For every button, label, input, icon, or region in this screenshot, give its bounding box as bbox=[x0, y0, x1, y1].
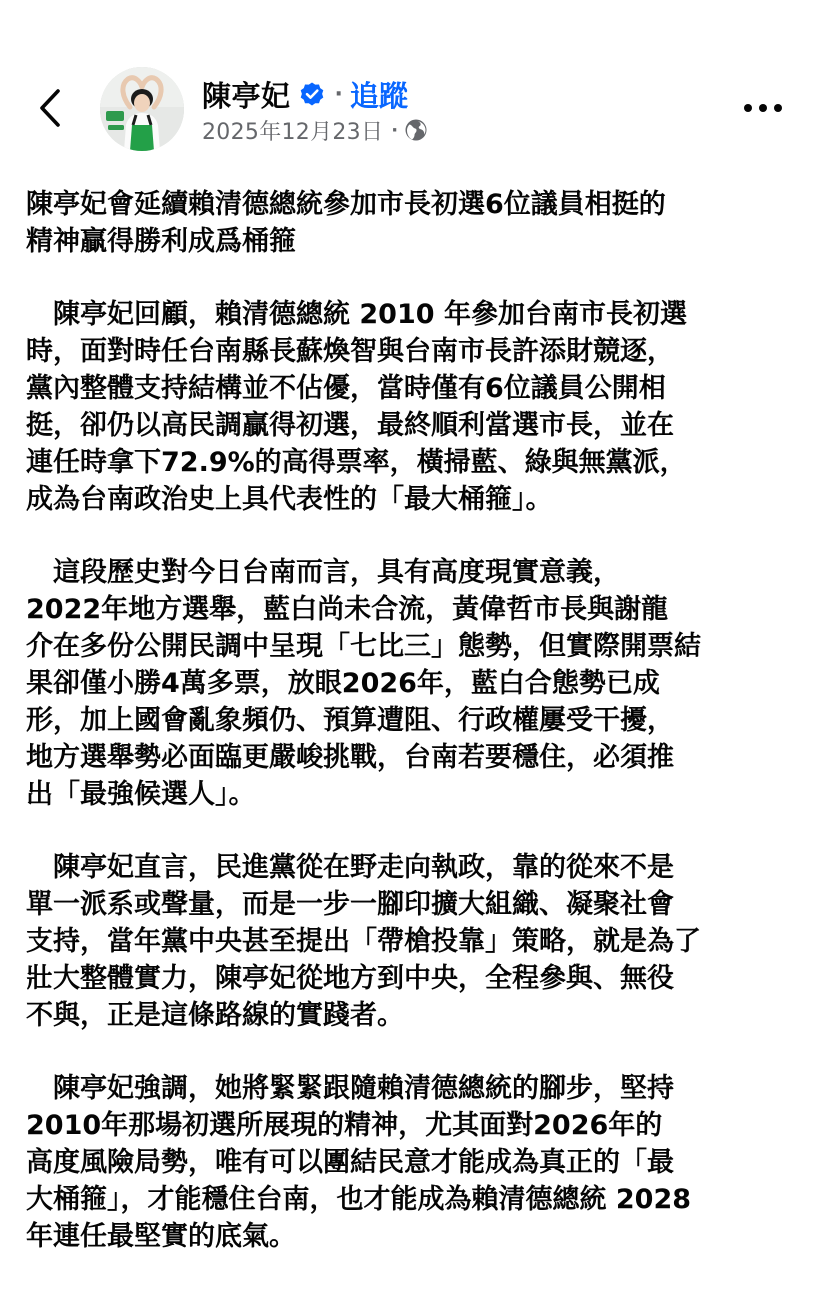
author-name-row bbox=[202, 72, 408, 116]
author-avatar[interactable] bbox=[100, 67, 184, 151]
post-headline: 陳亭妃會延續賴清德總統參加市長初選6位議員相挺的 精神贏得勝利成爲桶箍 bbox=[26, 189, 666, 257]
author-name[interactable]: 陳亭妃 bbox=[202, 78, 291, 113]
post-header bbox=[0, 0, 814, 170]
post-paragraph-2: 這段歷史對今日台南而言，具有高度現實意義， 2022年地方選舉，藍白尚未合流，黃偉哲市長與謝龍 介在多份公開民調中呈現「七比三」態勢，但實際開票結 果卻僅小勝4萬多票，放眼2026年，藍白合態勢已成 形，加上國會亂象頻仍、預算遭阻、行政權屢受干擾， 地方選舉勢必面臨更嚴峻挑戰，台南若要穩住，必須推 出「最強候選人」。 bbox=[26, 557, 701, 810]
name-separator: · bbox=[334, 81, 343, 107]
meta-separator: · bbox=[391, 119, 399, 141]
post-paragraph-4: 陳亭妃強調，她將緊緊跟隨賴清德總統的腳步，堅持 2010年那場初選所展現的精神，尤其面對2026年的 高度風險局勢，唯有可以團結民意才能成為真正的「最 大桶箍」，才能穩住台南，也才能成為賴清德總統 2028 年連任最堅實的底氣。 bbox=[26, 1073, 692, 1252]
post-meta bbox=[202, 114, 428, 146]
more-options-button[interactable] bbox=[738, 88, 788, 128]
verified-badge-icon bbox=[299, 81, 325, 107]
post-paragraph-3: 陳亭妃直言，民進黨從在野走向執政，靠的從來不是 單一派系或聲量，而是一步一腳印擴大組織、凝聚社會 支持，當年黨中央甚至提出「帶槍投靠」策略，就是為了 壯大整體實力，陳亭妃從地方到中央，全程參與、無役 不與，正是這條路線的實踐者。 bbox=[26, 852, 701, 1031]
avatar-image bbox=[100, 67, 184, 151]
post-paragraph-1: 陳亭妃回顧，賴清德總統 2010 年參加台南市長初選 時，面對時任台南縣長蘇煥智與台南市長許添財競逐， 黨內整體支持結構並不佔優，當時僅有6位議員公開相 挺，卻仍以高民調贏得初選，最終順利當選市長，並在 連任時拿下72.9%的高得票率，橫掃藍、綠與無黨派， 成為台南政治史上具代表性的「最大桶箍」。 bbox=[26, 299, 687, 515]
post-body bbox=[26, 186, 790, 1291]
chevron-left-icon bbox=[37, 88, 63, 128]
follow-button[interactable]: 追蹤 bbox=[349, 78, 408, 113]
more-horizontal-icon bbox=[743, 103, 783, 113]
post-date[interactable]: 2025年12月23日 bbox=[202, 119, 384, 145]
globe-icon bbox=[404, 118, 428, 142]
back-button[interactable] bbox=[26, 80, 74, 136]
